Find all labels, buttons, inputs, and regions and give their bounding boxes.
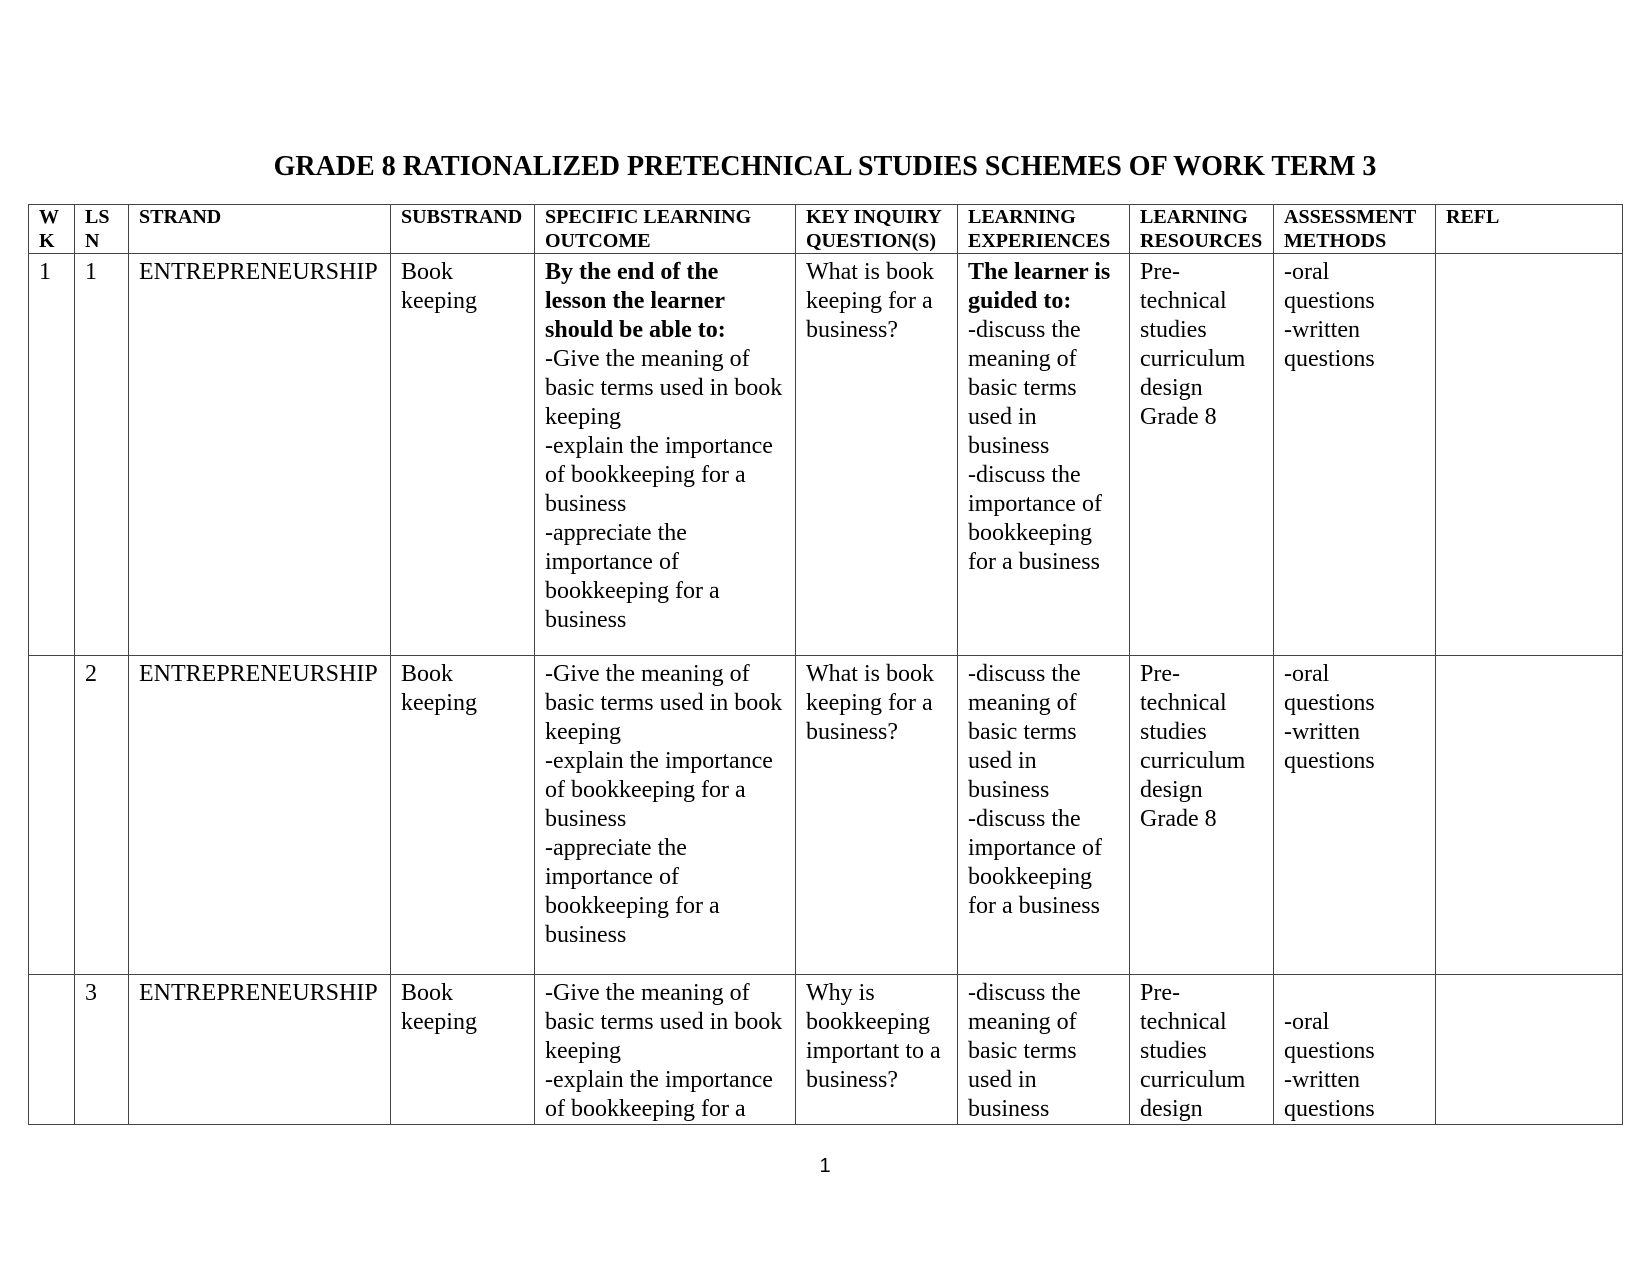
document-title: GRADE 8 RATIONALIZED PRETECHNICAL STUDIES SCHEMES OF WORK TERM 3 — [273, 151, 1377, 182]
cell-strand: ENTREPRENEURSHIP — [129, 975, 391, 1125]
header-row — [29, 205, 1623, 254]
cell-key-inquiry-question: What is book keeping for a business? — [796, 656, 958, 975]
cell-specific-learning-outcome: -Give the meaning of basic terms used in book keeping -explain the importance of bookkeeping for a business -appreciate the importance of bookkeeping for a business — [535, 656, 796, 975]
page-number: 1 — [819, 1155, 831, 1177]
cell-learning-resources: Pre- technical studies curriculum design — [1130, 975, 1274, 1125]
cell-learning-resources: Pre- technical studies curriculum design Grade 8 — [1130, 656, 1274, 975]
cell-reflection[interactable] — [1436, 656, 1623, 975]
cell-substrand: Book keeping — [391, 656, 535, 975]
header-specific-learning-outcome: SPECIFIC LEARNING OUTCOME — [535, 205, 796, 254]
cell-key-inquiry-question: What is book keeping for a business? — [796, 254, 958, 656]
header-learning-resources: LEARNING RESOURCES — [1130, 205, 1274, 254]
cell-lesson: 3 — [75, 975, 129, 1125]
table-row — [29, 254, 1623, 656]
cell-week: 1 — [29, 254, 75, 656]
header-assessment-methods: ASSESSMENT METHODS — [1274, 205, 1436, 254]
cell-assessment-methods: -oral questions -written questions — [1274, 975, 1436, 1125]
header-lsn: LS N — [75, 205, 129, 254]
header-wk: W K — [29, 205, 75, 254]
table-row — [29, 975, 1623, 1125]
cell-assessment-methods: -oral questions -written questions — [1274, 254, 1436, 656]
cell-week — [29, 656, 75, 975]
table-row — [29, 656, 1623, 975]
header-reflection: REFL — [1436, 205, 1623, 254]
cell-reflection[interactable] — [1436, 254, 1623, 656]
cell-week — [29, 975, 75, 1125]
cell-strand: ENTREPRENEURSHIP — [129, 254, 391, 656]
cell-assessment-methods: -oral questions -written questions — [1274, 656, 1436, 975]
cell-learning-resources: Pre- technical studies curriculum design Grade 8 — [1130, 254, 1274, 656]
header-strand: STRAND — [129, 205, 391, 254]
cell-specific-learning-outcome: -Give the meaning of basic terms used in book keeping -explain the importance of bookkeeping for a — [535, 975, 796, 1125]
cell-learning-experiences: The learner is guided to: -discuss the meaning of basic terms used in business -discuss the importance of bookkeeping for a business — [958, 254, 1130, 656]
cell-specific-learning-outcome: By the end of the lesson the learner should be able to: -Give the meaning of basic terms used in book keeping -explain the importance of bookkeeping for a business -appreciate the importance of bookkeeping for a business — [535, 254, 796, 656]
cell-learning-experiences: -discuss the meaning of basic terms used in business — [958, 975, 1130, 1125]
cell-key-inquiry-question: Why is bookkeeping important to a business? — [796, 975, 958, 1125]
cell-lesson: 1 — [75, 254, 129, 656]
cell-substrand: Book keeping — [391, 975, 535, 1125]
header-substrand: SUBSTRAND — [391, 205, 535, 254]
cell-learning-experiences: -discuss the meaning of basic terms used in business -discuss the importance of bookkeeping for a business — [958, 656, 1130, 975]
header-key-inquiry-question: KEY INQUIRY QUESTION(S) — [796, 205, 958, 254]
cell-strand: ENTREPRENEURSHIP — [129, 656, 391, 975]
cell-lesson: 2 — [75, 656, 129, 975]
cell-substrand: Book keeping — [391, 254, 535, 656]
header-learning-experiences: LEARNING EXPERIENCES — [958, 205, 1130, 254]
cell-reflection[interactable] — [1436, 975, 1623, 1125]
scheme-of-work-table — [28, 204, 1623, 1125]
